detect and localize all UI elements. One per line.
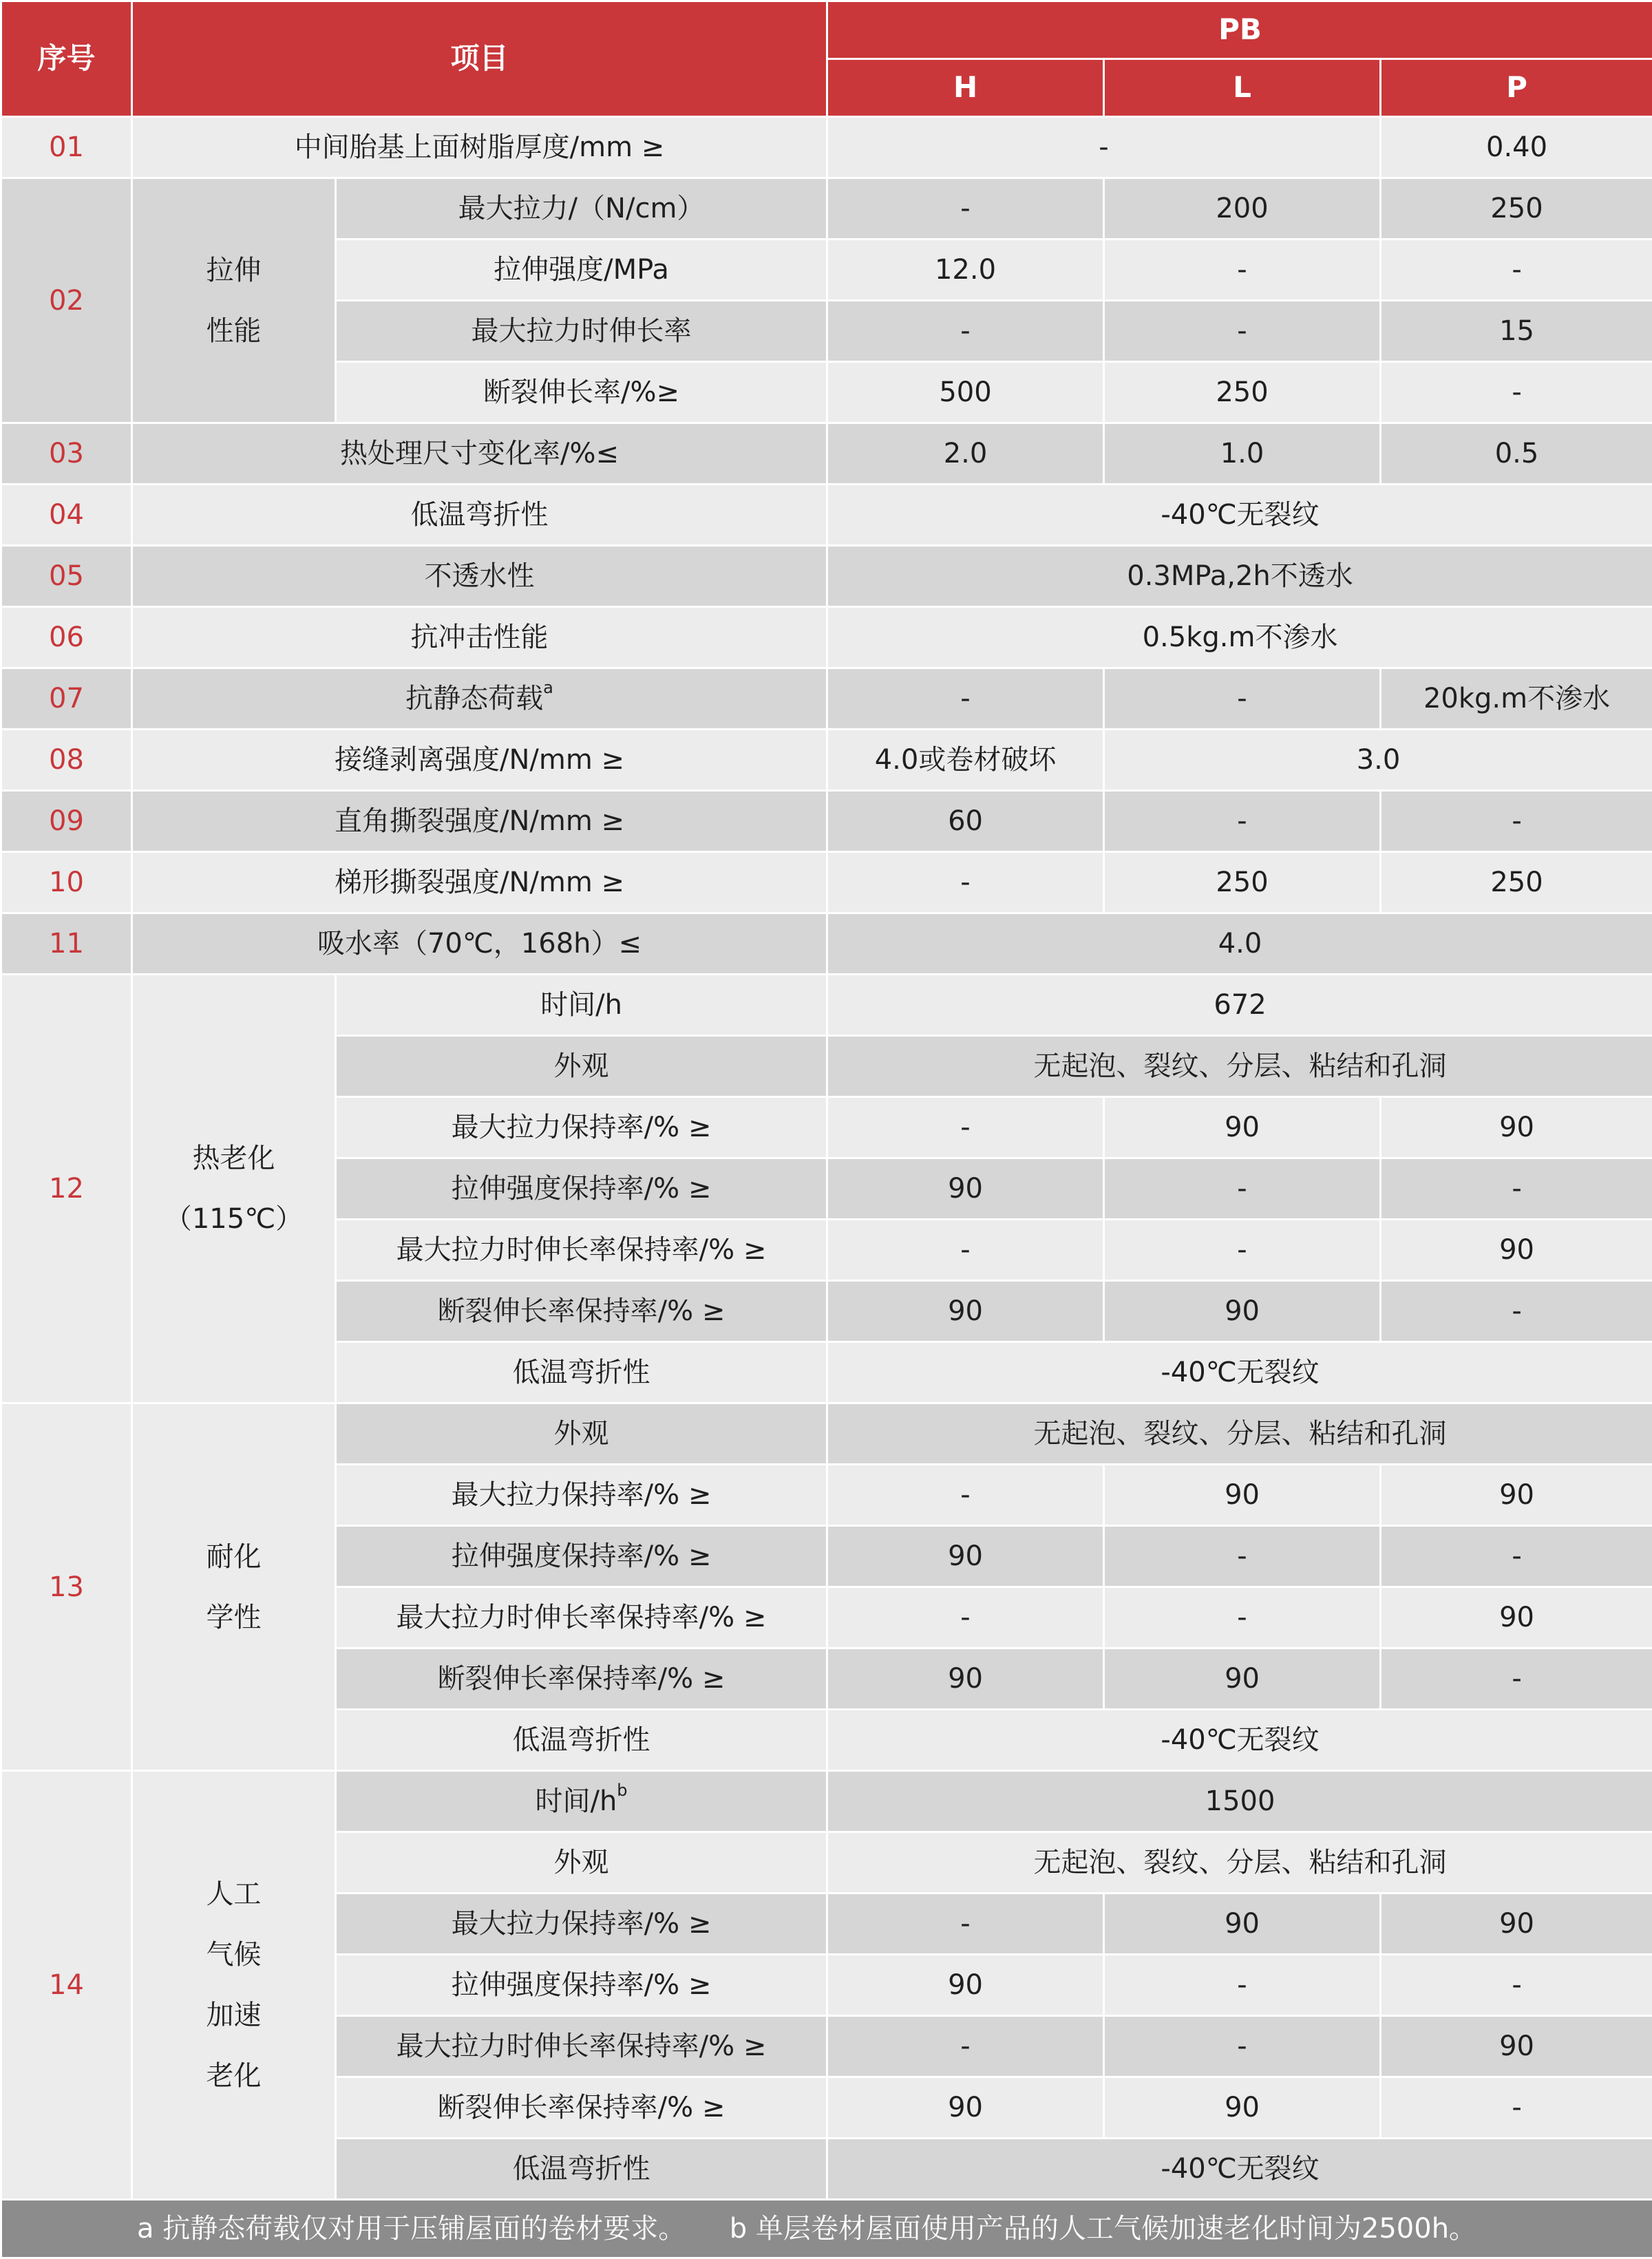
cell-p: 90: [1381, 2016, 1652, 2077]
row-subitem: 最大拉力保持率/% ≥: [336, 1097, 827, 1158]
row-subitem: 低温弯折性: [336, 1342, 827, 1403]
table-row: [1, 607, 1652, 668]
cell-lp: 3.0: [1104, 730, 1652, 791]
cell-l: -: [1104, 1158, 1381, 1220]
row-seq: 06: [1, 607, 132, 668]
row-seq: 04: [1, 485, 132, 546]
cell-l: -: [1104, 791, 1381, 852]
row-subitem: 拉伸强度保持率/% ≥: [336, 1158, 827, 1220]
header-col-h: H: [827, 59, 1104, 117]
group-line: 热老化: [133, 1128, 335, 1189]
table-row: [1, 117, 1652, 178]
cell-h: -: [827, 1587, 1104, 1648]
header-item: 项目: [132, 1, 827, 117]
cell-p: -: [1381, 240, 1652, 301]
cell-p: 20kg.m不渗水: [1381, 668, 1652, 730]
row-seq: 13: [1, 1403, 132, 1771]
row-subitem: 最大拉力保持率/% ≥: [336, 1465, 827, 1526]
cell-h: -: [827, 1220, 1104, 1281]
cell-all: -40℃无裂纹: [827, 485, 1652, 546]
cell-h: -: [827, 1465, 1104, 1526]
cell-h: 12.0: [827, 240, 1104, 301]
table-row: [1, 423, 1652, 485]
cell-h: 4.0或卷材破坏: [827, 730, 1104, 791]
cell-l: 1.0: [1104, 423, 1381, 485]
row-seq: 11: [1, 913, 132, 975]
cell-h: -: [827, 1097, 1104, 1158]
row-item-label: 抗静态荷载: [405, 683, 543, 714]
row-subitem: 断裂伸长率保持率/% ≥: [336, 2077, 827, 2139]
cell-all: 无起泡、裂纹、分层、粘结和孔洞: [827, 1403, 1652, 1465]
table-row: [1, 1403, 1652, 1465]
cell-all: 0.3MPa,2h不透水: [827, 546, 1652, 607]
row-seq: 10: [1, 852, 132, 913]
cell-p: 90: [1381, 1097, 1652, 1158]
cell-all: 0.5kg.m不渗水: [827, 607, 1652, 668]
row-seq: 02: [1, 178, 132, 423]
footnote-marker: a: [543, 678, 553, 697]
group-line: （115℃）: [133, 1189, 335, 1249]
row-subitem: 拉伸强度保持率/% ≥: [336, 1955, 827, 2016]
row-seq: 09: [1, 791, 132, 852]
row-item: 热处理尺寸变化率/%≤: [132, 423, 827, 485]
cell-h: 90: [827, 1648, 1104, 1710]
cell-h: 90: [827, 1955, 1104, 2016]
cell-l: -: [1104, 2016, 1381, 2077]
cell-l: 90: [1104, 1281, 1381, 1342]
cell-all: -40℃无裂纹: [827, 1710, 1652, 1771]
row-subitem: 断裂伸长率/%≥: [336, 362, 827, 423]
cell-l: 250: [1104, 362, 1381, 423]
cell-h: 60: [827, 791, 1104, 852]
cell-p: -: [1381, 2077, 1652, 2139]
table-row: [1, 791, 1652, 852]
cell-all: 672: [827, 975, 1652, 1036]
row-seq: 07: [1, 668, 132, 730]
row-subitem: 时间/h: [336, 975, 827, 1036]
table-row: [1, 730, 1652, 791]
cell-p: -: [1381, 1648, 1652, 1710]
cell-p: 250: [1381, 178, 1652, 240]
row-item: 中间胎基上面树脂厚度/mm ≥: [132, 117, 827, 178]
cell-p: 90: [1381, 1587, 1652, 1648]
row-subitem: 最大拉力时伸长率保持率/% ≥: [336, 1220, 827, 1281]
row-seq: 08: [1, 730, 132, 791]
cell-h: -: [827, 1894, 1104, 1955]
row-group: [132, 178, 336, 423]
cell-p: -: [1381, 1526, 1652, 1587]
table-row: [1, 975, 1652, 1036]
header-seq: 序号: [1, 1, 132, 117]
cell-all: 4.0: [827, 913, 1652, 975]
row-subitem: 外观: [336, 1036, 827, 1097]
cell-p: 90: [1381, 1894, 1652, 1955]
footnote: a 抗静态荷载仅对用于压铺屋面的卷材要求。 b 单层卷材屋面使用产品的人工气候加速老化时间为2500h。: [1, 2200, 1652, 2258]
cell-l: 90: [1104, 1465, 1381, 1526]
cell-all: -40℃无裂纹: [827, 2139, 1652, 2200]
row-item: 梯形撕裂强度/N/mm ≥: [132, 852, 827, 913]
row-group: [132, 1403, 336, 1771]
row-group: [132, 975, 336, 1403]
group-line: 气候: [133, 1924, 335, 1985]
row-subitem: 拉伸强度/MPa: [336, 240, 827, 301]
header-col-p: P: [1381, 59, 1652, 117]
group-line: 人工: [133, 1864, 335, 1924]
table-row: [1, 1771, 1652, 1832]
row-subitem: 最大拉力时伸长率保持率/% ≥: [336, 2016, 827, 2077]
cell-p: -: [1381, 1955, 1652, 2016]
cell-l: 200: [1104, 178, 1381, 240]
header-group: PB: [827, 1, 1652, 59]
header-col-l: L: [1104, 59, 1381, 117]
cell-p: -: [1381, 791, 1652, 852]
row-item: 直角撕裂强度/N/mm ≥: [132, 791, 827, 852]
group-line: 拉伸: [133, 240, 335, 301]
row-subitem: 最大拉力时伸长率保持率/% ≥: [336, 1587, 827, 1648]
cell-h: -: [827, 2016, 1104, 2077]
row-subitem: 断裂伸长率保持率/% ≥: [336, 1281, 827, 1342]
row-subitem: 最大拉力保持率/% ≥: [336, 1894, 827, 1955]
cell-l: -: [1104, 668, 1381, 730]
cell-all: 无起泡、裂纹、分层、粘结和孔洞: [827, 1832, 1652, 1894]
table-row: [1, 178, 1652, 240]
row-subitem: 断裂伸长率保持率/% ≥: [336, 1648, 827, 1710]
table-row: [1, 913, 1652, 975]
cell-p: -: [1381, 362, 1652, 423]
cell-hl: -: [827, 117, 1381, 178]
cell-l: 250: [1104, 852, 1381, 913]
row-item-label: 时间/h: [535, 1785, 617, 1817]
cell-all: -40℃无裂纹: [827, 1342, 1652, 1403]
cell-p: 250: [1381, 852, 1652, 913]
cell-l: -: [1104, 1526, 1381, 1587]
cell-l: 90: [1104, 1097, 1381, 1158]
cell-p: 15: [1381, 301, 1652, 362]
cell-h: -: [827, 178, 1104, 240]
cell-p: 0.5: [1381, 423, 1652, 485]
cell-l: -: [1104, 301, 1381, 362]
table-row: [1, 485, 1652, 546]
row-group: [132, 1771, 336, 2200]
cell-p: -: [1381, 1158, 1652, 1220]
cell-p: -: [1381, 1281, 1652, 1342]
row-subitem: [336, 1771, 827, 1832]
cell-l: -: [1104, 1220, 1381, 1281]
group-line: 加速: [133, 1985, 335, 2046]
cell-l: 90: [1104, 1648, 1381, 1710]
table-row: [1, 668, 1652, 730]
cell-h: 90: [827, 2077, 1104, 2139]
row-item: 不透水性: [132, 546, 827, 607]
row-item: [132, 668, 827, 730]
row-subitem: 低温弯折性: [336, 2139, 827, 2200]
row-item: 吸水率（70℃，168h）≤: [132, 913, 827, 975]
group-line: 老化: [133, 2046, 335, 2106]
cell-h: 2.0: [827, 423, 1104, 485]
cell-h: 90: [827, 1281, 1104, 1342]
cell-p: 90: [1381, 1220, 1652, 1281]
row-item: 抗冲击性能: [132, 607, 827, 668]
table-row: [1, 852, 1652, 913]
row-item: 低温弯折性: [132, 485, 827, 546]
row-seq: 03: [1, 423, 132, 485]
cell-h: -: [827, 852, 1104, 913]
row-subitem: 拉伸强度保持率/% ≥: [336, 1526, 827, 1587]
row-subitem: 最大拉力/（N/cm）: [336, 178, 827, 240]
cell-h: 90: [827, 1526, 1104, 1587]
cell-h: -: [827, 668, 1104, 730]
row-item: 接缝剥离强度/N/mm ≥: [132, 730, 827, 791]
row-seq: 12: [1, 975, 132, 1403]
table-row: [1, 546, 1652, 607]
cell-p: 0.40: [1381, 117, 1652, 178]
cell-l: -: [1104, 1587, 1381, 1648]
row-subitem: 最大拉力时伸长率: [336, 301, 827, 362]
row-seq: 05: [1, 546, 132, 607]
cell-l: 90: [1104, 2077, 1381, 2139]
cell-l: -: [1104, 240, 1381, 301]
group-line: 耐化: [133, 1527, 335, 1587]
cell-all: 1500: [827, 1771, 1652, 1832]
cell-h: 500: [827, 362, 1104, 423]
row-seq: 01: [1, 117, 132, 178]
row-subitem: 外观: [336, 1403, 827, 1465]
cell-p: 90: [1381, 1465, 1652, 1526]
cell-l: 90: [1104, 1894, 1381, 1955]
cell-all: 无起泡、裂纹、分层、粘结和孔洞: [827, 1036, 1652, 1097]
cell-h: 90: [827, 1158, 1104, 1220]
group-line: 性能: [133, 301, 335, 361]
row-subitem: 低温弯折性: [336, 1710, 827, 1771]
footnote-marker: b: [617, 1781, 627, 1800]
cell-h: -: [827, 301, 1104, 362]
cell-l: -: [1104, 1955, 1381, 2016]
row-seq: 14: [1, 1771, 132, 2200]
row-subitem: 外观: [336, 1832, 827, 1894]
group-line: 学性: [133, 1587, 335, 1648]
